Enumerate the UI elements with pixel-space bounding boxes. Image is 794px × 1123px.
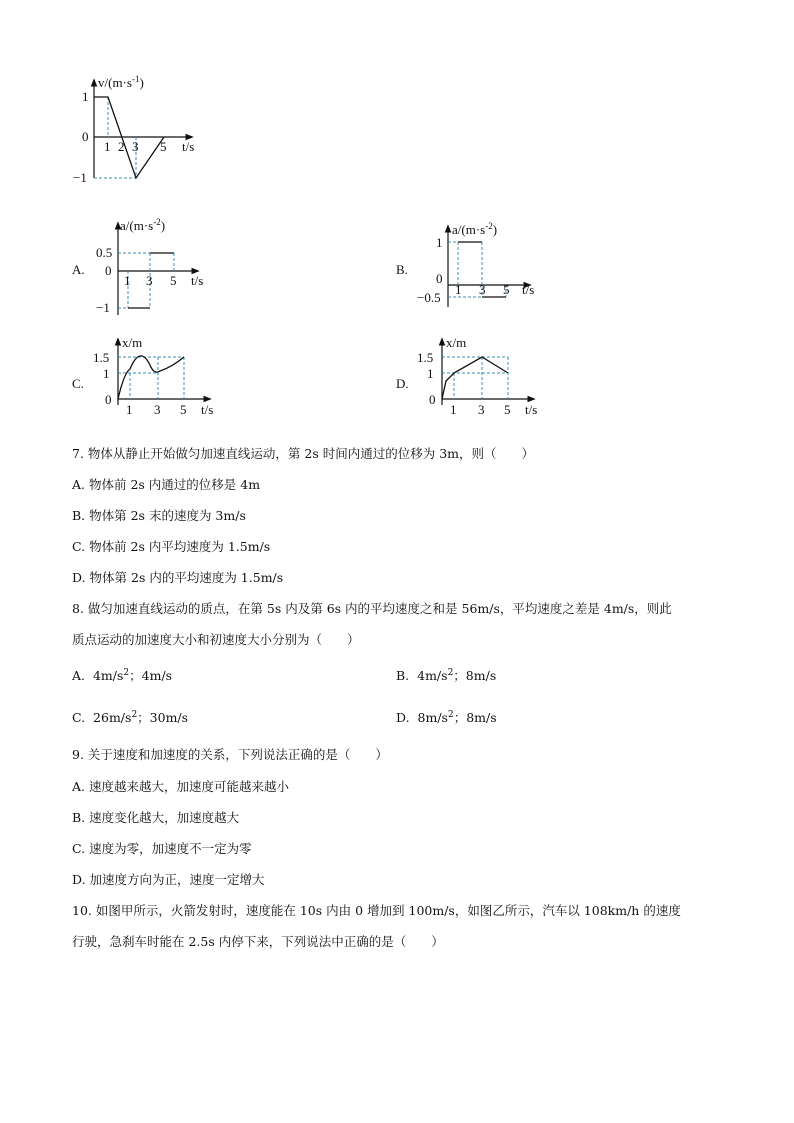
svg-text:5: 5 xyxy=(504,402,511,417)
svg-text:3: 3 xyxy=(478,402,485,417)
vt-ytick: 0 xyxy=(82,129,89,144)
q10-line2: 行驶，急刹车时能在 2.5s 内停下来，下列说法中正确的是（ ） xyxy=(72,934,444,949)
q10-line1: 10. 如图甲所示，火箭发射时，速度能在 10s 内由 0 增加到 100m/s，如图乙所示，汽车以 108km/h 的速度 xyxy=(72,903,681,918)
option-a-letter: A. xyxy=(72,262,85,277)
q8-option-b: B. $4m/s^2$；8m/s xyxy=(396,667,497,683)
q8-stem-line2: 质点运动的加速度大小和初速度大小分别为（ ） xyxy=(72,632,360,647)
q9-option-c: C. 速度为零，加速度不一定为零 xyxy=(72,841,252,856)
vt-graph xyxy=(70,70,230,195)
svg-text:3: 3 xyxy=(154,402,161,417)
svg-text:1.5: 1.5 xyxy=(93,350,110,365)
vt-ytick: 1 xyxy=(82,89,89,104)
svg-text:0: 0 xyxy=(105,263,112,278)
vt-xtick: 1 xyxy=(104,139,111,154)
svg-text:3: 3 xyxy=(146,273,153,288)
svg-text:5: 5 xyxy=(170,273,177,288)
svg-text:0: 0 xyxy=(105,392,112,407)
svg-text:1: 1 xyxy=(124,273,131,288)
svg-text:1: 1 xyxy=(126,402,133,417)
q7-option-c: C. 物体前 2s 内平均速度为 1.5m/s xyxy=(72,539,271,554)
q7-option-a: A. 物体前 2s 内通过的位移是 4m xyxy=(72,477,261,492)
q8-option-c: C. $26m/s^2$；30m/s xyxy=(72,709,189,725)
vt-ytick: −1 xyxy=(73,170,87,185)
q9-option-a: A. 速度越来越大，加速度可能越来越小 xyxy=(72,779,289,794)
vt-xtick: 5 xyxy=(160,139,167,154)
svg-text:0: 0 xyxy=(429,392,436,407)
svg-text:1: 1 xyxy=(450,402,457,417)
q7-option-d: D. 物体第 2s 内的平均速度为 1.5m/s xyxy=(72,570,284,585)
option-c-letter: C. xyxy=(72,376,84,391)
q7-stem: 7. 物体从静止开始做匀加速直线运动，第 2s 时间内通过的位移为 3m，则（ ） xyxy=(72,446,534,461)
option-b-graph xyxy=(412,222,547,312)
svg-text:1: 1 xyxy=(455,282,462,297)
svg-text:t/s: t/s xyxy=(182,139,195,154)
svg-text:t/s: t/s xyxy=(525,402,538,417)
option-b-letter: B. xyxy=(396,262,408,277)
svg-text:3: 3 xyxy=(479,282,486,297)
vt-xtick: 2 xyxy=(118,139,125,154)
svg-text:1.5: 1.5 xyxy=(417,350,434,365)
option-a-graph xyxy=(88,215,218,320)
svg-text:a/(m·s-2): $a/(m\cdot s^{-2})$ xyxy=(452,221,498,237)
svg-text:t/s: t/s xyxy=(201,402,214,417)
svg-text:x/m: x/m xyxy=(122,335,143,350)
q9-option-b: B. 速度变化越大，加速度越大 xyxy=(72,810,240,825)
svg-text:t/s: t/s xyxy=(191,273,204,288)
svg-text:0: 0 xyxy=(436,271,443,286)
q8-option-d: D. $8m/s^2$；8m/s xyxy=(396,709,497,725)
svg-text:x/m: x/m xyxy=(446,335,467,350)
svg-text:1: 1 xyxy=(427,366,434,381)
svg-text:1: 1 xyxy=(436,235,443,250)
svg-text:v/(m·s-1): $v/(m\cdot s^{-1})$ xyxy=(98,74,144,90)
vt-xtick: 3 xyxy=(132,139,139,154)
q9-option-d: D. 加速度方向为正，速度一定增大 xyxy=(72,872,265,887)
q7-option-b: B. 物体第 2s 末的速度为 3m/s xyxy=(72,508,246,523)
svg-text:1: 1 xyxy=(103,366,110,381)
svg-text:5: 5 xyxy=(180,402,187,417)
svg-text:5: 5 xyxy=(503,282,510,297)
option-d-letter: D. xyxy=(396,376,409,391)
vt-ylabel-var: v xyxy=(98,75,105,90)
q9-stem: 9. 关于速度和加速度的关系，下列说法正确的是（ ） xyxy=(72,747,388,762)
q8-stem-line1: 8. 做匀加速直线运动的质点，在第 5s 内及第 6s 内的平均速度之和是 56m/s，平均速度之差是 4m/s，则此 xyxy=(72,601,672,616)
q8-option-a: A. $4m/s^2$；4m/s xyxy=(72,667,173,683)
svg-text:0.5: 0.5 xyxy=(96,245,113,260)
svg-text:t/s: t/s xyxy=(522,282,535,297)
svg-text:−1: −1 xyxy=(96,300,110,315)
option-c-graph xyxy=(88,335,223,425)
option-d-graph xyxy=(412,335,547,425)
svg-text:−0.5: −0.5 xyxy=(417,290,441,305)
svg-text:a/(m·s-2): $a/(m\cdot s^{-2})$ xyxy=(120,217,166,233)
